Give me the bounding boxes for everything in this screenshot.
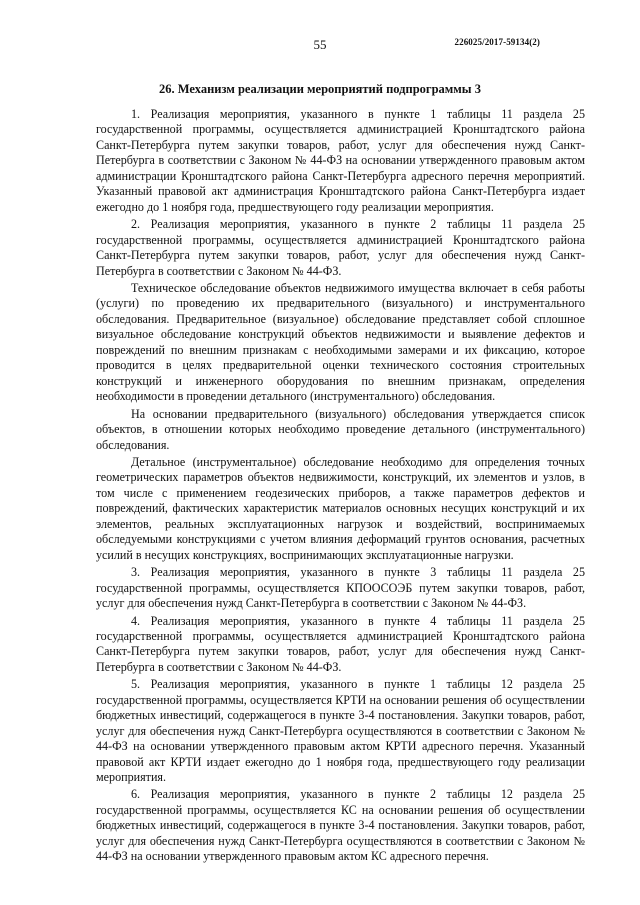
paragraph-detailed-inspection: Детальное (инструментальное) обследование необходимо для определения точных геометрических параметров объектов недвижимости, конструкций, их элементов и узлов, в том числе с применением геодезических приборов, а также параметров дефектов и повреждений, фактических характеристик материалов основных несущих конструкций и их элементов, реальных эксплуатационных нагрузок и воздействий, воспринимаемых обследуемыми конструкциями с учетом влияния деформаций грунтов основания, расчетных усилий в несущих конструкциях, воспринимающих эксплуатационные нагрузки. xyxy=(96,454,585,562)
paragraph-inspection-definition: Техническое обследование объектов недвижимого имущества включает в себя работы (услуги) по проведению их предварительного (визуального) и инструментального обследования. Предварительное (визуальное) обследование представляет собой сплошное визуальное обследование конструкций объектов недвижимости и выявление дефектов и повреждений по внешним признакам с необходимыми замерами и их фиксацию, которое проводится в целях предварительной оценки технического состояния строительных конструкций и инженерного оборудования по внешним признакам, определения необходимости в проведении детального (инструментального) обследования. xyxy=(96,280,585,404)
paragraph-object-list: На основании предварительного (визуального) обследования утверждается список объектов, в отношении которых необходимо проведение детального (инструментального) обследования. xyxy=(96,406,585,452)
paragraph-item-6: 6. Реализация мероприятия, указанного в пункте 2 таблицы 12 раздела 25 государственной программы, осуществляется КС на основании решения об осуществлении бюджетных инвестиций, содержащегося в пункте 3-4 постановления. Закупки товаров, работ, услуг для обеспечения нужд Санкт-Петербурга осуществляются в соответствии с Законом № 44-ФЗ на основании утвержденного правовым актом КС адресного перечня. xyxy=(96,787,585,864)
paragraph-item-4: 4. Реализация мероприятия, указанного в пункте 4 таблицы 11 раздела 25 государственной программы, осуществляется администрацией Кронштадтского района Санкт-Петербурга путем закупки товаров, работ, услуг для обеспечения нужд Санкт-Петербурга в соответствии с Законом № 44-ФЗ. xyxy=(96,613,585,674)
paragraph-item-1: 1. Реализация мероприятия, указанного в пункте 1 таблицы 11 раздела 25 государственной программы, осуществляется администрацией Кронштадтского района Санкт-Петербурга путем закупки товаров, работ, услуг для обеспечения нужд Санкт-Петербурга в соответствии с Законом № 44-ФЗ на основании утвержденного правовым актом администрации Кронштадтского района Санкт-Петербурга адресного перечня мероприятий. Указанный правовой акт администрация Кронштадтского района Санкт-Петербурга издает ежегодно до 1 ноября года, предшествующего году реализации мероприятия. xyxy=(96,107,585,214)
paragraph-item-3: 3. Реализация мероприятия, указанного в пункте 3 таблицы 11 раздела 25 государственной программы, осуществляется КПООСОЭБ путем закупки товаров, работ, услуг для обеспечения нужд Санкт-Петербурга в соответствии с Законом № 44-ФЗ. xyxy=(96,565,585,611)
document-body xyxy=(96,107,585,865)
paragraph-item-2: 2. Реализация мероприятия, указанного в пункте 2 таблицы 11 раздела 25 государственной программы, осуществляется администрацией Кронштадтского района Санкт-Петербурга путем закупки товаров, работ, услуг для обеспечения нужд Санкт-Петербурга в соответствии с Законом № 44-ФЗ. xyxy=(96,217,585,278)
paragraph-item-5: 5. Реализация мероприятия, указанного в пункте 1 таблицы 12 раздела 25 государственной программы, осуществляется КРТИ на основании решения об осуществлении бюджетных инвестиций, содержащегося в пункте 3-4 постановления. Закупки товаров, работ, услуг для обеспечения нужд Санкт-Петербурга осуществляются в соответствии с Законом № 44-ФЗ на основании утвержденного правовым актом КРТИ адресного перечня. Указанный правовой акт КРТИ издает ежегодно до 1 ноября года, предшествующего году реализации мероприятия. xyxy=(96,677,585,785)
section-title: 26. Механизм реализации мероприятий подпрограммы 3 xyxy=(159,82,481,96)
page-number: 55 xyxy=(313,37,327,52)
document-id: 226025/2017-59134(2) xyxy=(454,37,540,47)
